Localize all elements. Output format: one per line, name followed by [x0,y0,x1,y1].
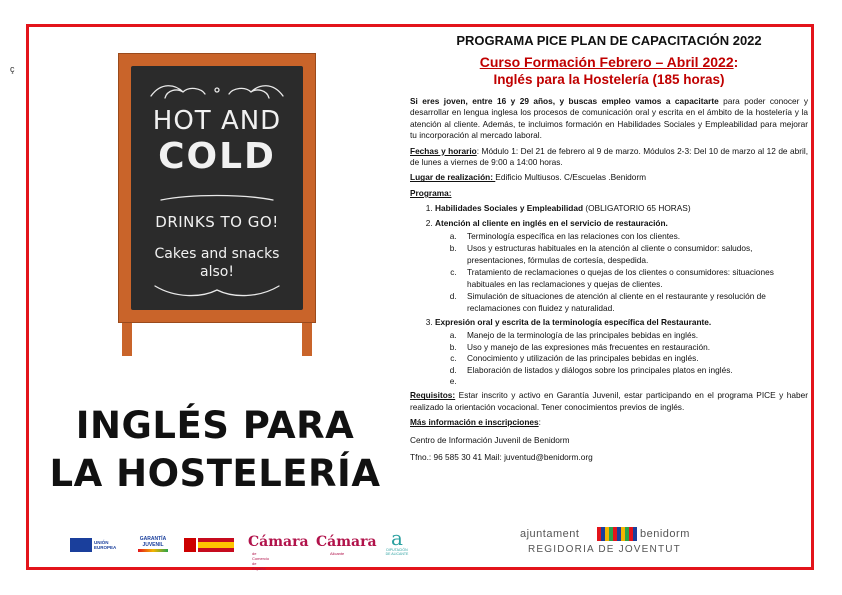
intro-bold: Si eres joven, entre 16 y 29 años, y buscas empleo vamos a capacitarte [410,96,719,106]
program-label: Programa: [410,187,452,198]
schedule-text: : Módulo 1: Del 21 de febrero al 9 de marzo. Módulos 2-3: Del 10 de marzo al 12 de abril, de lunes a viernes de 9:00 a 14:00 horas. [410,145,809,168]
sign-line-cold: COLD [158,136,276,177]
stray-mark: ç [10,64,15,74]
diputacion-text: DIPUTACIÓN DE ALICANTE [385,548,409,556]
ajuntament-benidorm-logo [520,528,688,558]
schedule-paragraph [410,146,808,169]
module-title: Habilidades Sociales y Empleabilidad [435,203,584,214]
sign-wood-frame [118,53,316,323]
gj-color-bar [138,549,168,552]
list-item: c. Conocimiento y utilización de las principales bebidas en inglés. [459,353,808,364]
benidorm-grid-icon [597,527,637,541]
intro-paragraph [410,96,808,142]
ajuntament-word: ajuntament [520,528,580,540]
sign-line-drinks: DRINKS TO GO! [155,213,279,231]
eu-flag-icon [70,538,92,552]
benidorm-word: benidorm [640,528,690,540]
poster-big-title [40,402,390,498]
list-item: b. Usos y estructuras habituales en la atención al cliente o consumidor: saludos, presentaciones, fórmulas de cortesía, despedida. [459,243,808,266]
list-item: d. Elaboración de listados y diálogos sobre los principales platos en inglés. [459,365,808,376]
info-center: Centro de Información Juvenil de Benidorm [410,434,570,445]
course-heading [410,53,808,71]
module-sublist [435,330,808,387]
intro-text: para poder conocer y desarrollar en lengua inglesa los procesos de comunicación oral y escrita en el ámbito de la hostelería y la atención al cliente. Además, te incluimos formación en Habilidades Sociales y Empleabilidad para mejorar tu incorporación al mercado laboral. [410,96,809,141]
list-item: a. Manejo de la terminología de las principales bebidas en inglés. [459,330,808,341]
camara-espana-logo: Cámara [248,534,309,550]
sign-line-also: also! [200,264,234,280]
chalkboard-sign [118,53,316,356]
module-item [435,317,808,387]
camara-alicante-logo: Cámara [316,534,377,550]
coat-of-arms-icon [184,538,196,552]
requirements-text: Estar inscrito y activo en Garantía Juvenil, estar participando en el programa PICE y haber realizado la orientación vocacional. Tener conocimientos previos de inglés. [410,390,808,412]
regidoria-text: REGIDORIA DE JOVENTUT [528,544,681,555]
program-heading: PROGRAMA PICE PLAN DE CAPACITACIÓN 2022 [456,33,762,48]
course-info-column [410,33,808,467]
big-title-line-2: LA HOSTELERÍA [49,452,381,495]
requirements-paragraph [410,390,808,413]
location-text: Edificio Multiusos. C/Escuelas .Benidorm [495,172,647,183]
garantia-juvenil-logo [138,536,168,552]
chalkboard [131,66,303,310]
schedule-label: Fechas y horario [410,145,477,156]
course-dates-colon: : [733,54,739,70]
module-note: (OBLIGATORIO 65 HORAS) [583,203,691,214]
course-dates: Curso Formación Febrero – Abril 2022 [479,54,734,70]
camara-alicante-subtext: Alicante [330,551,345,556]
gj-logo-text: GARANTÍA JUVENIL [139,536,167,548]
location-label: Lugar de realización: [410,172,496,183]
list-item: d. Simulación de situaciones de atención al cliente en el restaurante y resolución de reclamaciones con fluidez y naturalidad. [459,291,808,314]
module-item [435,203,808,214]
sign-line-cakes: Cakes and snacks [154,246,280,262]
module-title: Expresión oral y escrita de la terminología específica del Restaurante. [435,316,712,327]
list-item: c. Tratamiento de reclamaciones o quejas de los clientes o consumidores: situaciones habituales en las reclamaciones y quejas de clientes. [459,267,808,290]
module-item [435,218,808,314]
big-title-line-1: INGLÉS PARA [75,404,355,447]
eu-logo-text: UNIÓN EUROPEA [94,540,117,550]
list-item [459,376,808,387]
gobierno-logo [184,538,234,552]
diputacion-mark-icon: a [391,526,403,550]
info-label-line [410,417,808,428]
location-paragraph [410,172,808,183]
requirements-label: Requisitos: [410,390,456,401]
list-item: a. Terminología específica en las relaciones con los clientes. [459,231,808,242]
eu-logo [70,538,128,552]
info-label: Más información e inscripciones [410,417,539,428]
info-colon: : [538,417,541,428]
program-modules [410,203,808,387]
info-contact: Tfno.: 96 585 30 41 Mail: juventud@benidorm.org [410,451,593,462]
camara-espana-subtext: de Comercio de España [252,551,270,571]
module-sublist [435,231,808,314]
diputacion-logo [384,528,410,556]
course-subtitle: Inglés para la Hostelería (185 horas) [493,72,725,87]
module-title: Atención al cliente en inglés en el servicio de restauración. [435,217,668,228]
spain-flag-icon [198,538,234,552]
list-item: b. Uso y manejo de las expresiones más frecuentes en restauración. [459,342,808,353]
sign-line-hot: HOT AND [152,106,282,136]
